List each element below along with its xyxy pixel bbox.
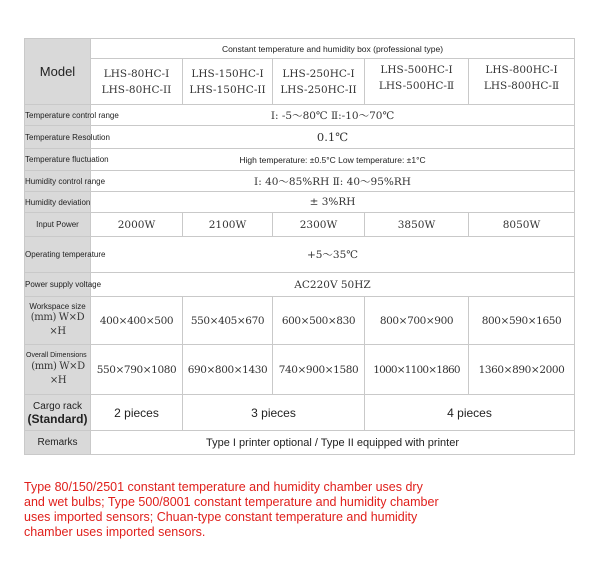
row-label: Input Power [25, 213, 91, 237]
power-cell: 2000W [91, 213, 183, 237]
overall-cell: 1360×890×2000 [469, 345, 575, 395]
model-cell: LHS-800HC-Ⅰ LHS-800HC-Ⅱ [469, 59, 575, 105]
power-cell: 8050W [469, 213, 575, 237]
overall-label-top: Overall Dimensions [26, 352, 87, 359]
cargo-label-bottom: (Standard) [27, 411, 88, 426]
power-supply-row [25, 273, 575, 297]
cargo-cell: 2 pieces [91, 395, 183, 431]
overall-cell: 740×900×1580 [273, 345, 365, 395]
humidity-deviation-value: ± 3%RH [91, 192, 575, 213]
workspace-cell: 800×590×1650 [469, 297, 575, 345]
overall-cell: 690×800×1430 [183, 345, 273, 395]
row-label: Operating temperature [25, 237, 91, 273]
operating-temp-row [25, 237, 575, 273]
model-cell: LHS-80HC-I LHS-80HC-II [91, 59, 183, 105]
row-label [25, 345, 91, 395]
overall-row [25, 345, 575, 395]
cargo-cell: 3 pieces [183, 395, 365, 431]
row-label [25, 297, 91, 345]
model-label: Model [25, 39, 91, 105]
row-label: Power supply voltage [25, 273, 91, 297]
workspace-cell: 600×500×830 [273, 297, 365, 345]
remarks-row [25, 431, 575, 455]
temp-resolution-value: 0.1℃ [91, 126, 575, 149]
cargo-cell: 4 pieces [365, 395, 575, 431]
humidity-deviation-row [25, 192, 575, 213]
table-title: Constant temperature and humidity box (professional type) [91, 39, 575, 59]
row-label [25, 395, 91, 431]
workspace-cell: 400×400×500 [91, 297, 183, 345]
input-power-row [25, 213, 575, 237]
power-cell: 3850W [365, 213, 469, 237]
footnote: Type 80/150/2501 constant temperature and humidity chamber uses dry and wet bulbs; Type 500/8001 constant temperature and humidity chamber uses imported sensors; Chuan-type constant temperature and humidity chamber uses imported sensors. [24, 480, 439, 539]
workspace-row [25, 297, 575, 345]
header-row [25, 39, 575, 59]
workspace-label-bottom: (mm) W×D ×H [30, 312, 85, 337]
workspace-label-top: Workspace size [29, 302, 86, 311]
temp-range-row [25, 105, 575, 126]
humidity-range-row [25, 171, 575, 192]
model-cell: LHS-250HC-I LHS-250HC-II [273, 59, 365, 105]
row-label: Temperature control range [25, 105, 91, 126]
workspace-cell: 550×405×670 [183, 297, 273, 345]
power-cell: 2300W [273, 213, 365, 237]
workspace-cell: 800×700×900 [365, 297, 469, 345]
row-label: Humidity control range [25, 171, 91, 192]
overall-cell: 1000×1100×1860 [365, 345, 469, 395]
temp-range-value: Ⅰ: -5～80℃ Ⅱ:-10～70℃ [91, 105, 575, 126]
row-label: Temperature fluctuation [25, 149, 91, 171]
row-label: Humidity deviation [25, 192, 91, 213]
model-cell: LHS-500HC-Ⅰ LHS-500HC-Ⅱ [365, 59, 469, 105]
row-label: Temperature Resolution [25, 126, 91, 149]
remarks-value: Type I printer optional / Type II equipped with printer [91, 431, 575, 455]
power-cell: 2100W [183, 213, 273, 237]
overall-cell: 550×790×1080 [91, 345, 183, 395]
model-row [25, 59, 575, 105]
humidity-range-value: Ⅰ: 40～85%RH Ⅱ: 40～95%RH [91, 171, 575, 192]
temp-resolution-row [25, 126, 575, 149]
temp-fluctuation-value: High temperature: ±0.5°C Low temperature: ±1°C [91, 149, 575, 171]
model-cell: LHS-150HC-I LHS-150HC-II [183, 59, 273, 105]
overall-label-bottom: (mm) W×D ×H [31, 361, 85, 386]
row-label: Remarks [25, 431, 91, 455]
cargo-label-top: Cargo rack [33, 400, 82, 412]
power-supply-value: AC220V 50HZ [91, 273, 575, 297]
temp-fluctuation-row [25, 149, 575, 171]
operating-temp-value: +5～35℃ [91, 237, 575, 273]
spec-table [24, 38, 575, 455]
cargo-row [25, 395, 575, 431]
